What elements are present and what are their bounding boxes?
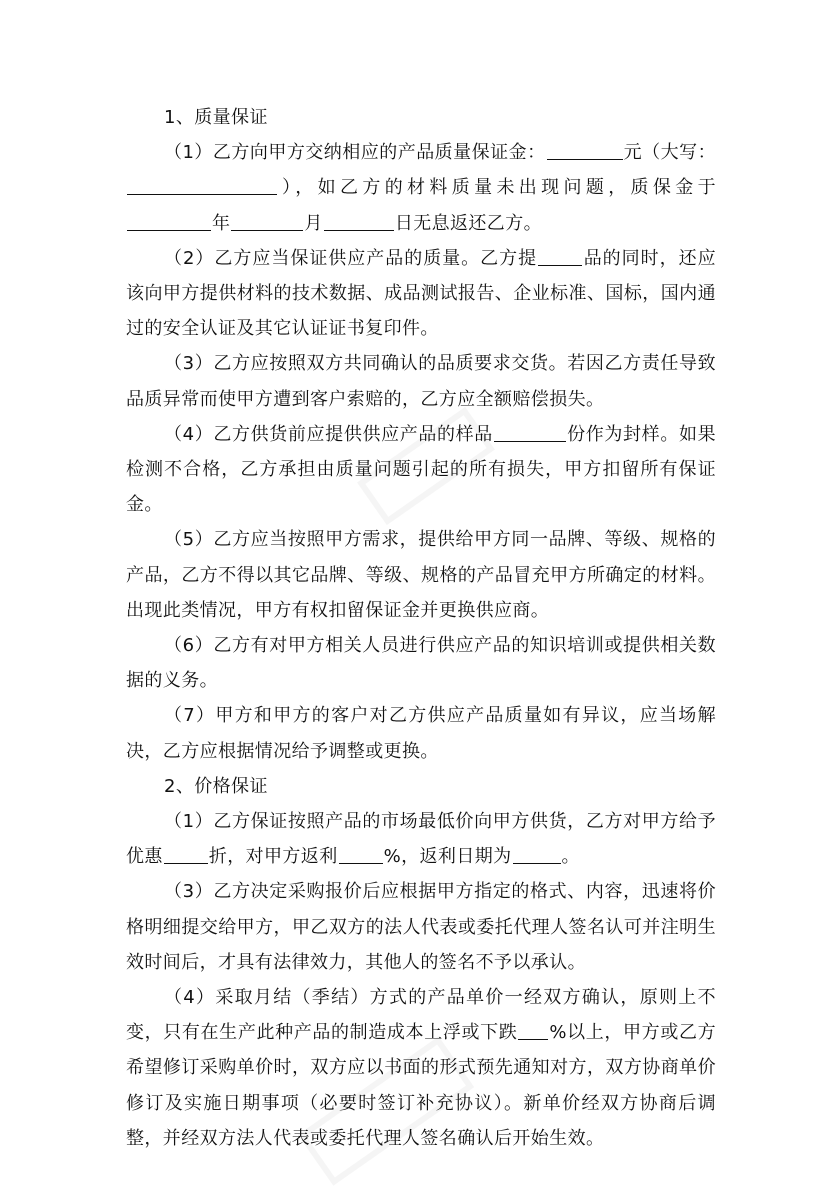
section-quality-title: 1、质量保证 — [164, 107, 268, 128]
blank-sample-count — [494, 423, 566, 442]
clause-price-4: （4）采取月结（季结）方式的产品单价一经双方确认，原则上不变，只有在生产此种产品的制造成本上浮或下跌 %以上，甲方或乙方希望修订采购单价时，双方应以书面的形式预先通知对方，双方协商单价修订及实施日期事项（必要时签订补充协议）。新单价经双方协商后调整，并经双方法人代表或委托代理人签名确认后开始生效。 — [126, 987, 716, 1149]
clause-quality-4: （4）乙方供货前应提供供应产品的样品 份作为封样。如果检测不合格，乙方承担由质量问题引起的所有损失，甲方扣留所有保证金。 — [126, 423, 716, 516]
clause-price-1: （1）乙方保证按照产品的市场最低价向甲方供货，乙方对甲方给予优惠 折，对甲方返利 %，返利日期为 。 — [126, 811, 716, 868]
clause-quality-6: （6）乙方有对甲方相关人员进行供应产品的知识培训或提供相关数据的义务。 — [126, 635, 716, 692]
section-price-title: 2、价格保证 — [164, 775, 268, 797]
clause-quality-5: （5）乙方应当按照甲方需求，提供给甲方同一品牌、等级、规格的产品，乙方不得以其它品牌、等级、规格的产品冒充甲方所确定的材料。出现此类情况，甲方有权扣留保证金并更换供应商。 — [126, 529, 716, 621]
clause-quality-7: （7）甲方和甲方的客户对乙方供应产品质量如有异议，应当场解决，乙方应根据情况给予调整或更换。 — [126, 705, 716, 762]
blank-cost-change-percent — [518, 1021, 548, 1040]
blank-rebate-percent — [339, 845, 383, 864]
blank-deposit-uppercase — [127, 176, 277, 195]
blank-return-day — [324, 212, 394, 231]
clause-price-3: （3）乙方决定采购报价后应根据甲方指定的格式、内容，迅速将价格明细提交给甲方，甲乙双方的法人代表或委托代理人签名认可并注明生效时间后，才具有法律效力，其他人的签名不予以承认。 — [126, 881, 716, 973]
blank-return-year — [127, 212, 211, 231]
blank-product — [538, 247, 582, 266]
clause-quality-3: （3）乙方应按照双方共同确认的品质要求交货。若因乙方责任导致品质异常而使甲方遭到客户索赔的，乙方应全额赔偿损失。 — [126, 353, 716, 410]
blank-discount — [164, 845, 208, 864]
clause-quality-2: （2）乙方应当保证供应产品的质量。乙方提 品的同时，还应该向甲方提供材料的技术数据、成品测试报告、企业标准、国标，国内通过的安全认证及其它认证证书复印件。 — [126, 247, 716, 340]
blank-rebate-date — [513, 845, 561, 864]
clause-quality-1: （1）乙方向甲方交纳相应的产品质量保证金： 元（大写：），如乙方的材料质量未出现问题，质保金于年 月 日无息返还乙方。 — [126, 135, 716, 241]
blank-return-month — [231, 212, 303, 231]
document-body — [126, 100, 716, 1156]
blank-deposit-amount — [547, 141, 623, 160]
